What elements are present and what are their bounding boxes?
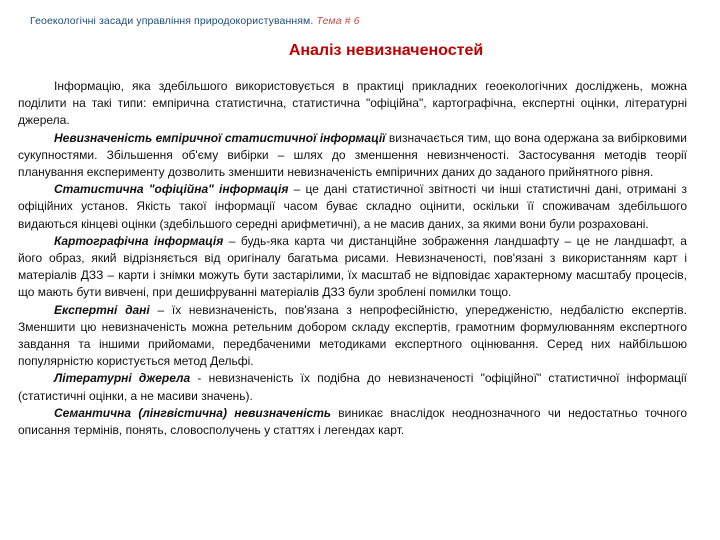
paragraph-text: виникає внаслідок неоднозначного чи недостатньо точного описання термінів, понять, словосполучень у статтях і легендах карт. [18, 405, 687, 438]
paragraph-term: Невизначеність емпіричної статистичної інформації [54, 130, 386, 145]
paragraph-literature [18, 370, 687, 404]
course-header [30, 15, 360, 27]
paragraph-text: Інформацію, яка здебільшого використовується в практиці прикладних геоекологічних досліджень, можна поділити на такі типи: емпірична статистична, статистична "офіційна", картографічна, експертні оцінки, літературні джерела. [18, 79, 687, 128]
body-text [18, 78, 687, 439]
paragraph-semantic [18, 405, 687, 439]
topic-number: Тема # 6 [316, 15, 360, 27]
paragraph-empirical [18, 130, 687, 182]
paragraph-official [18, 181, 687, 233]
paragraph-text: - невизначеність їх подібна до невизначеності "офіційної" статистичної інформації (статистичні оцінки, а не масиви значень). [18, 371, 687, 403]
paragraph-text: – їх невизначеність, пов'язана з непрофесійністю, упередженістю, недбалістю експертів. Зменшити цю невизначеність можна ретельним добором складу експертів, грамотним формулюванням експертного завдання та іншими прийомами, передбаченими методиками експертного оцінювання. Серед них найбільшою популярністю користується метод Дельфі. [18, 302, 687, 369]
slide-title: Аналіз невизначеностей [288, 42, 484, 59]
paragraph-cartographic [18, 233, 687, 302]
paragraph-text: визначається тим, що вона одержана за вибірковими сукупностями. Збільшення об'єму вибірки – шлях до зменшення невизнченості. Застосування методів теорії планування експерименту дозволить зменшити невизначеність емпіричних даних до заданого прийнятного рівня. [18, 130, 687, 180]
paragraph-text: – будь-яка карта чи дистанційне зображення ландшафту – це не ландшафт, а його образ, який відрізняється від оригіналу багатьма рисами. Невизначеності, пов'язані з використанням карт і матеріалів ДЗЗ – карти і знімки можуть бути застарілими, їх масштаб не відповідає характерному масштабу процесів, що мають бути вивчені, при дешифруванні матеріалів ДЗЗ були зроблені помилки тощо. [18, 233, 687, 300]
paragraph-term: Картографічна інформація [54, 233, 224, 248]
paragraph-text: – це дані статистичної звітності чи інші статистичні дані, отримані з офіційних установ. Якість такої інформації часом буває складно оцінити, оскільки її споживачам здебільшого видаються кінцеві оцінки (здебільшого середні арифметичні), а не масив даних, за якими вони були розраховані. [18, 182, 687, 231]
paragraph-term: Експертні дані [54, 302, 150, 317]
paragraph-term: Статистична "офіційна" інформація [54, 182, 289, 197]
paragraph-term: Семантична (лінгвістична) невизначеність [54, 405, 332, 420]
paragraph-term: Літературні джерела [54, 371, 191, 386]
paragraph-expert [18, 302, 687, 371]
slide-title-wrap [0, 42, 720, 60]
course-name: Геоекологічні засади управління природокористуванням. [30, 15, 314, 27]
paragraph-intro [18, 78, 687, 130]
